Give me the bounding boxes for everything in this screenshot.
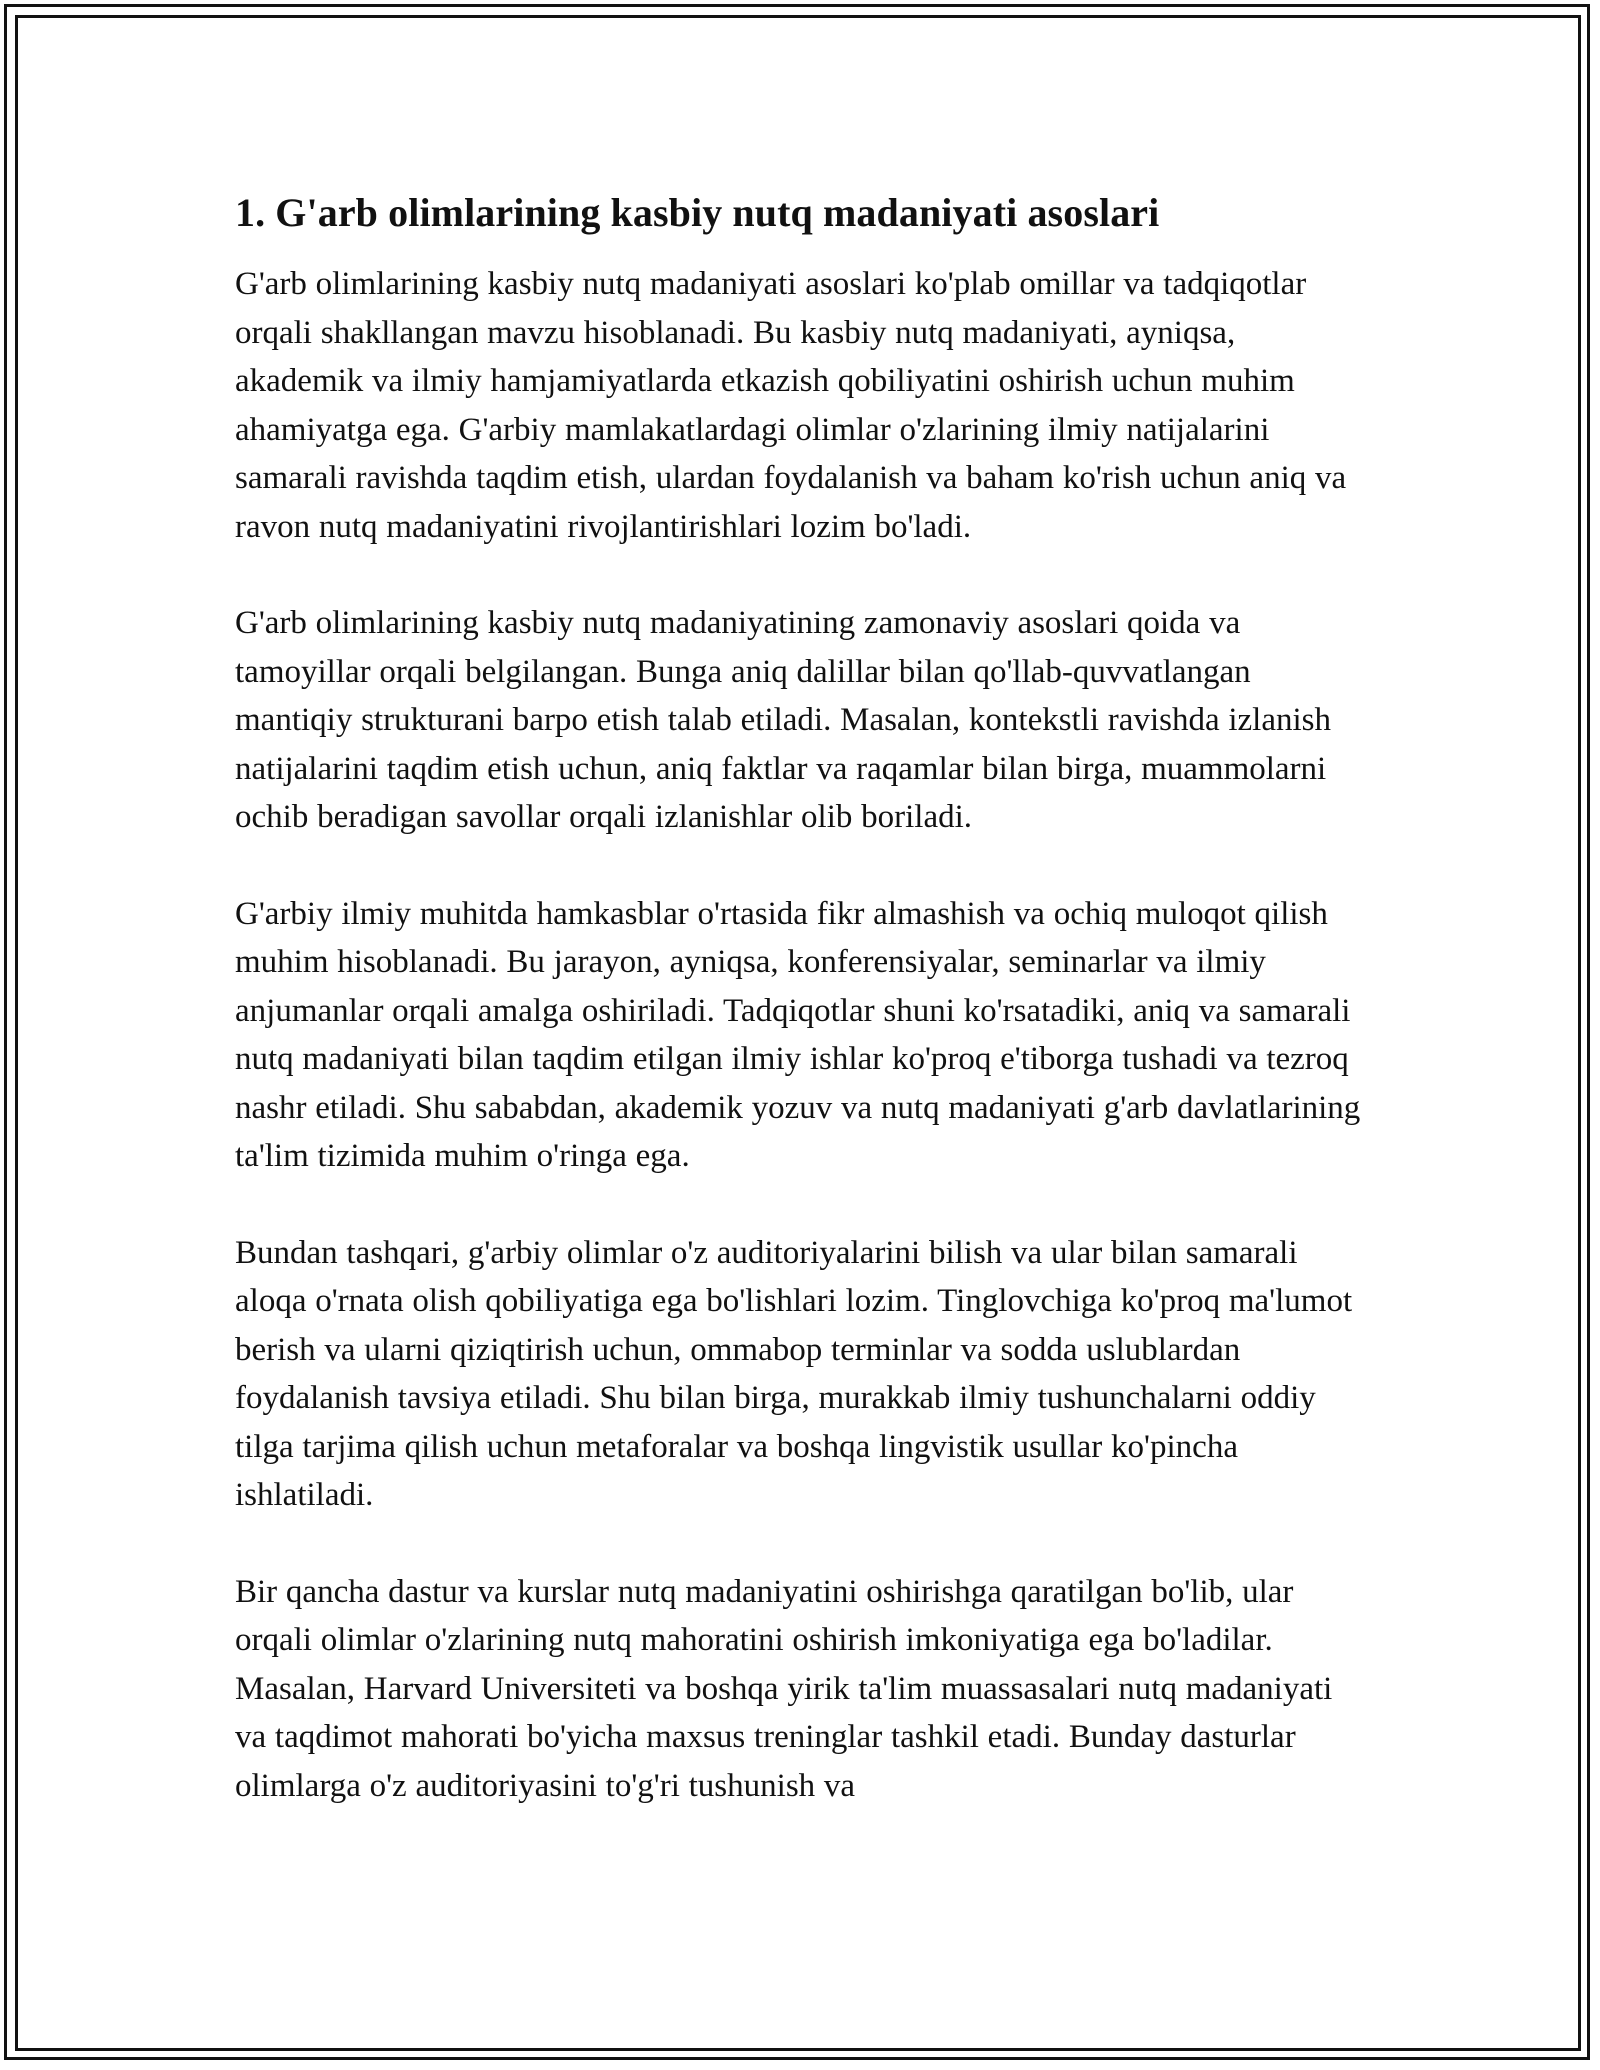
paragraph-4: Bundan tashqari, g'arbiy olimlar o'z auditoriyalarini bilish va ular bilan samarali aloqa o'rnata olish qobiliyatiga ega bo'lishlari lozim. Tinglovchiga ko'proq ma'lumot berish va ularni qiziqtirish uchun, ommabop terminlar va sodda uslublardan foydalanish tavsiya etiladi. Shu bilan birga, murakkab ilmiy tushunchalarni oddiy tilga tarjima qilish uchun metaforalar va boshqa lingvistik usullar ko'pincha ishlatiladi. [235,1234,1353,1513]
paragraph-3: G'arbiy ilmiy muhitda hamkasblar o'rtasida fikr almashish va ochiq muloqot qilish muhim hisoblanadi. Bu jarayon, ayniqsa, konferensiyalar, seminarlar va ilmiy anjumanlar orqali amalga oshiriladi. Tadqiqotlar shuni ko'rsatadiki, aniq va samarali nutq madaniyati bilan taqdim etilgan ilmiy ishlar ko'proq e'tiborga tushadi va tezroq nashr etiladi. Shu sababdan, akademik yozuv va nutq madaniyati g'arb davlatlarining ta'lim tizimida muhim o'ringa ega. [235,895,1361,1174]
paragraph-1: G'arb olimlarining kasbiy nutq madaniyati asoslari ko'plab omillar va tadqiqotlar orqali shakllangan mavzu hisoblanadi. Bu kasbiy nutq madaniyati, ayniqsa, akademik va ilmiy hamjamiyatlarda etkazish qobiliyatini oshirish uchun muhim ahamiyatga ega. G'arbiy mamlakatlardagi olimlar o'zlarining ilmiy natijalarini samarali ravishda taqdim etish, ulardan foydalanish va baham ko'rish uchun aniq va ravon nutq madaniyatini rivojlantirishlari lozim bo'ladi. [235,266,1347,545]
section-heading: 1. G'arb olimlarining kasbiy nutq madaniyati asoslari [235,190,1160,235]
document-body [235,185,1370,1858]
paragraph-5: Bir qancha dastur va kurslar nutq madaniyatini oshirishga qaratilgan bo'lib, ular orqali olimlar o'zlarining nutq mahoratini oshirish imkoniyatiga ega bo'ladilar. Masalan, Harvard Universiteti va boshqa yirik ta'lim muassasalari nutq madaniyati va taqdimot mahorati bo'yicha maxsus treninglar tashkil etadi. Bunday dasturlar olimlarga o'z auditoriyasini to'g'ri tushunish va [235,1573,1333,1804]
paragraph-2: G'arb olimlarining kasbiy nutq madaniyatining zamonaviy asoslari qoida va tamoyillar orqali belgilangan. Bunga aniq dalillar bilan qo'llab-quvvatlangan mantiqiy strukturani barpo etish talab etiladi. Masalan, kontekstli ravishda izlanish natijalarini taqdim etish uchun, aniq faktlar va raqamlar bilan birga, muammolarni ochib beradigan savollar orqali izlanishlar olib boriladi. [235,605,1331,835]
